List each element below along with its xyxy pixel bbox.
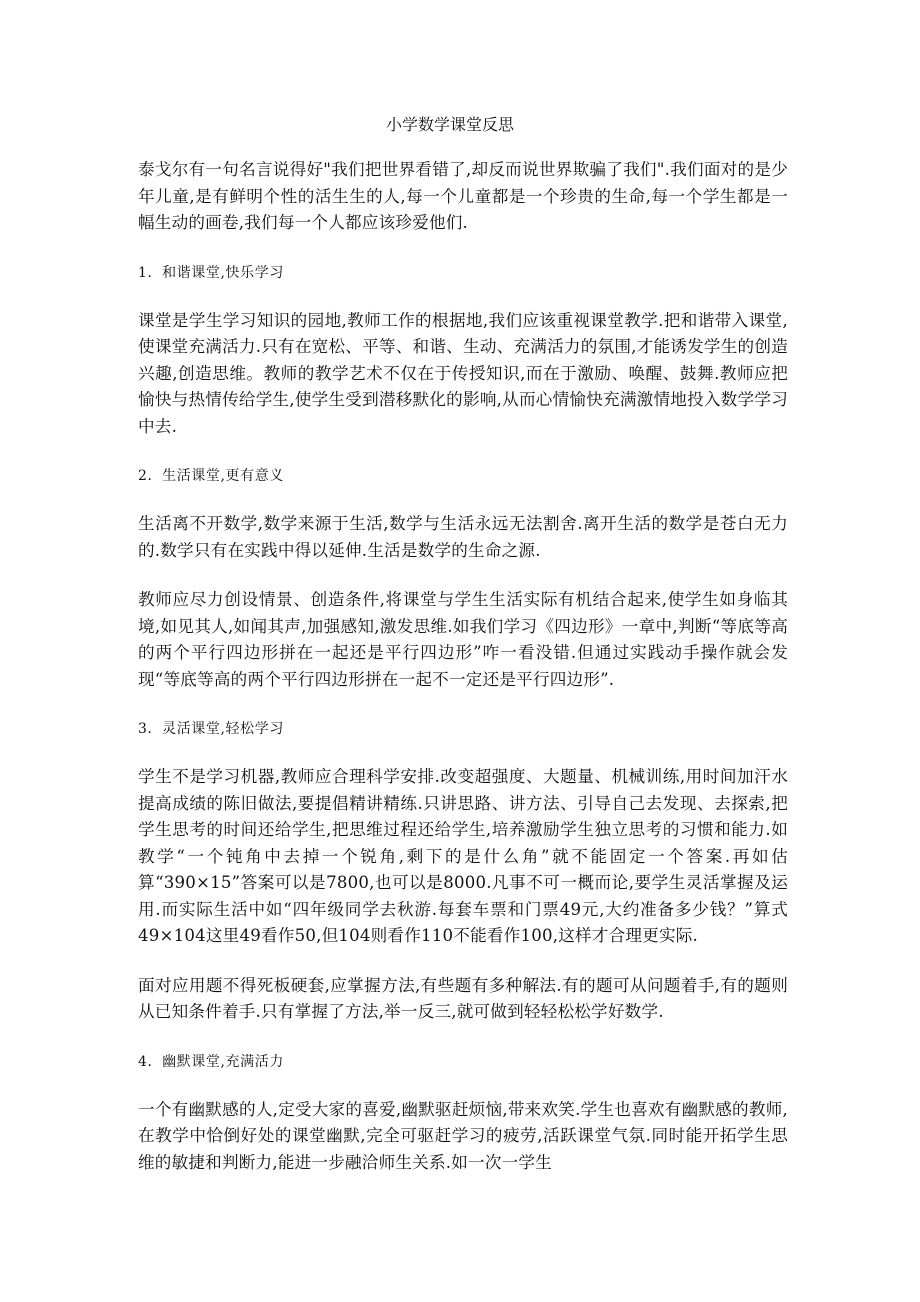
section-3-paragraph-1: 学生不是学习机器,教师应合理科学安排.改变超强度、大题量、机械训练,用时间加汗水提高成绩的陈旧做法,要提倡精讲精练.只讲思路、讲方法、引导自己去发现、去探索,把学生思考的时间还给学生,把思维过程还给学生,培养激励学生独立思考的习惯和能力.如教学“一个钝角中去掉一个锐角,剩下的是什么角”就不能固定一个答案.再如估算“390×15”答案可以是7800,也可以是8000.凡事不可一概而论,要学生灵活掌握及运用.而实际生活中如“四年级同学去秋游.每套车票和门票49元,大约准备多少钱？”算式49×104这里49看作50,但104则看作110不能看作100,这样才合理更实际. <box>138 767 788 945</box>
section-4-heading: 4．幽默课堂,充满活力 <box>138 1053 284 1070</box>
section-1-heading: 1．和谐课堂,快乐学习 <box>138 264 284 281</box>
section-3-heading: 3．灵活课堂,轻松学习 <box>138 721 284 737</box>
section-2-paragraph-1: 生活离不开数学,数学来源于生活,数学与生活永远无法割舍.离开生活的数学是苍白无力的.数学只有在实践中得以延伸.生活是数学的生命之源. <box>138 514 788 560</box>
section-2-heading: 2．生活课堂,更有意义 <box>138 468 284 484</box>
intro-paragraph: 泰戈尔有一句名言说得好"我们把世界看错了,却反而说世界欺骗了我们".我们面对的是少年儿童,是有鲜明个性的活生生的人,每一个儿童都是一个珍贵的生命,每一个学生都是一幅生动的画卷,我们每一个人都应该珍爱他们. <box>138 160 788 232</box>
section-2-paragraph-2: 教师应尽力创设情景、创造条件,将课堂与学生生活实际有机结合起来,使学生如身临其境,如见其人,如闻其声,加强感知,激发思维.如我们学习《四边形》一章中,判断“等底等高的两个平行四边形拼在一起还是平行四边形”咋一看没错.但通过实践动手操作就会发现“等底等高的两个平行四边形拼在一起不一定还是平行四边形”. <box>138 590 788 689</box>
document-title: 小学数学课堂反思 <box>386 115 515 134</box>
section-3-paragraph-2: 面对应用题不得死板硬套,应掌握方法,有些题有多种解法.有的题可从问题着手,有的题则从已知条件着手.只有掌握了方法,举一反三,就可做到轻轻松松学好数学. <box>138 975 788 1021</box>
section-4-paragraph-1: 一个有幽默感的人,定受大家的喜爱,幽默驱赶烦恼,带来欢笑.学生也喜欢有幽默感的教师,在教学中恰倒好处的课堂幽默,完全可驱赶学习的疲劳,活跃课堂气氛.同时能开拓学生思维的敏捷和判断力,能进一步融洽师生关系.如一次一学生 <box>138 1099 788 1172</box>
section-1-paragraph-1: 课堂是学生学习知识的园地,教师工作的根据地,我们应该重视课堂教学.把和谐带入课堂,使课堂充满活力.只有在宽松、平等、和谐、生动、充满活力的氛围,才能诱发学生的创造兴趣,创造思维。教师的教学艺术不仅在于传授知识,而在于激励、唤醒、鼓舞.教师应把愉快与热情传给学生,使学生受到潜移默化的影响,从而心情愉快充满激情地投入数学学习中去. <box>138 310 788 436</box>
document-body <box>138 157 788 1199</box>
